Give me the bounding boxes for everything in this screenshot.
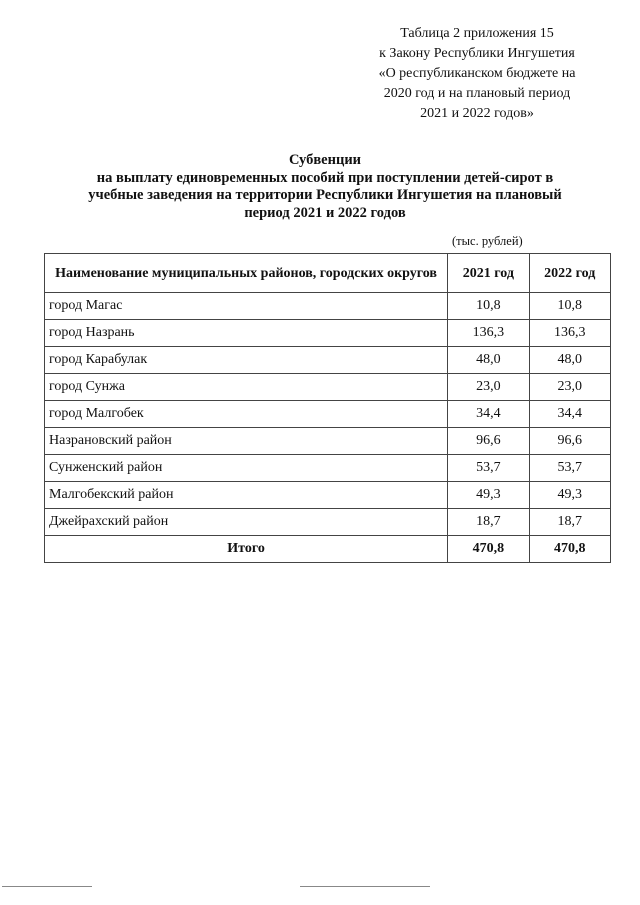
row-name: город Карабулак [45,347,448,374]
title-line: учебные заведения на территории Республики Ингушетия на плановый [88,187,562,203]
total-2021: 470,8 [448,536,529,563]
row-2022: 48,0 [529,347,610,374]
table-row [45,482,611,509]
table-row [45,347,611,374]
row-name: город Назрань [45,320,448,347]
row-2021: 18,7 [448,509,529,536]
title-line: период 2021 и 2022 годов [244,204,406,221]
row-2022: 96,6 [529,428,610,455]
row-2022: 49,3 [529,482,610,509]
header-line: «О республиканском бюджете на [378,66,576,81]
header-name: Наименование муниципальных районов, городских округов [45,254,448,293]
row-2021: 53,7 [448,455,529,482]
table-row [45,428,611,455]
title-line: Субвенции [288,152,362,168]
header-line: Таблица 2 приложения 15 [400,26,554,41]
table-row [45,455,611,482]
header-2021: 2021 год [448,254,529,293]
row-2021: 34,4 [448,401,529,428]
table-header-row [45,254,611,293]
table-row [45,320,611,347]
scan-artifact [300,886,430,887]
row-2021: 48,0 [448,347,529,374]
row-name: Малгобекский район [45,482,448,509]
header-2022: 2022 год [529,254,610,293]
row-2022: 136,3 [529,320,610,347]
scan-artifact [2,886,92,887]
appendix-header [352,24,602,124]
row-2022: 34,4 [529,401,610,428]
row-2022: 53,7 [529,455,610,482]
header-line: 2021 и 2022 годов» [420,106,534,121]
row-name: Джейрахский район [45,509,448,536]
row-name: Сунженский район [45,455,448,482]
row-2022: 18,7 [529,509,610,536]
row-2021: 136,3 [448,320,529,347]
row-name: город Магас [45,293,448,320]
table-row [45,293,611,320]
row-2021: 49,3 [448,482,529,509]
total-label: Итого [45,536,448,563]
table-row [45,374,611,401]
row-name: город Сунжа [45,374,448,401]
total-2022: 470,8 [529,536,610,563]
row-2021: 10,8 [448,293,529,320]
row-name: город Малгобек [45,401,448,428]
title-line: на выплату единовременных пособий при поступлении детей-сирот в [96,169,554,186]
table-row [45,401,611,428]
document-title [60,152,590,222]
row-2022: 23,0 [529,374,610,401]
header-line: к Закону Республики Ингушетия [379,46,575,61]
row-2021: 23,0 [448,374,529,401]
table-row [45,509,611,536]
row-name: Назрановский район [45,428,448,455]
subsidy-table [44,253,611,563]
row-2021: 96,6 [448,428,529,455]
row-2022: 10,8 [529,293,610,320]
table-total-row [45,536,611,563]
units-label: (тыс. рублей) [452,234,523,248]
header-line: 2020 год и на плановый период [383,86,571,101]
